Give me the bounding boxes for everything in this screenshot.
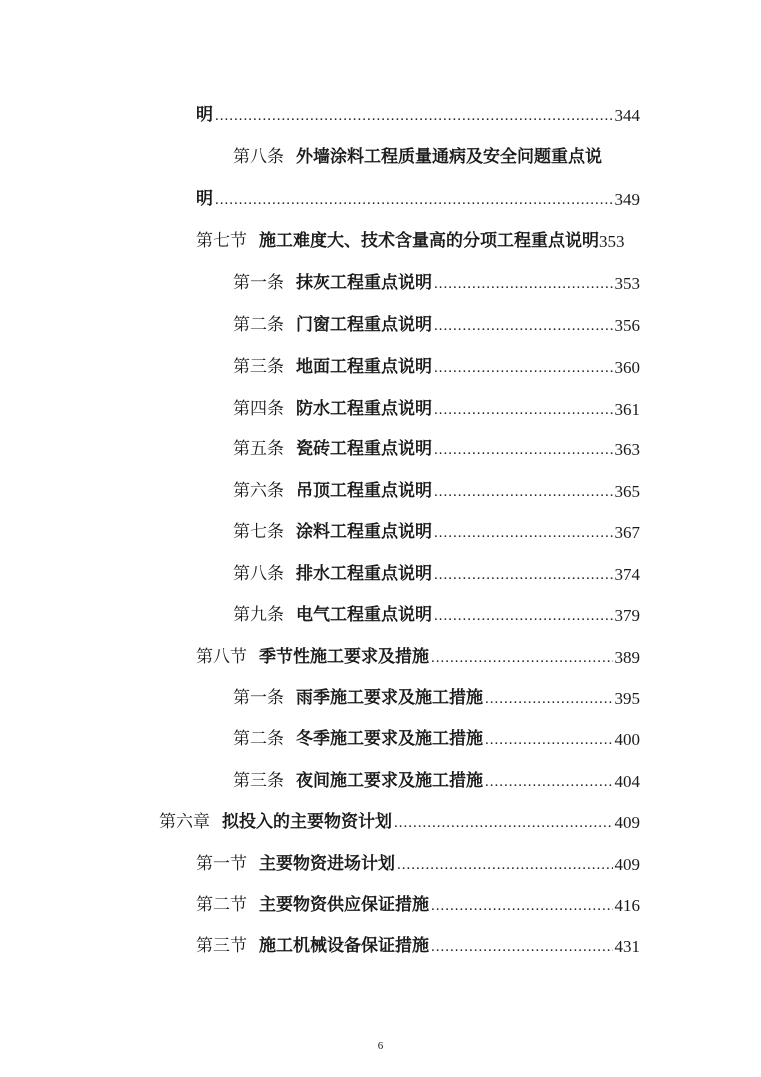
toc-leader-dots — [485, 775, 613, 790]
toc-entry-title: 地面工程重点说明 — [296, 357, 432, 377]
toc-entry-title: 门窗工程重点说明 — [296, 315, 432, 335]
toc-entry[interactable] — [233, 428, 640, 458]
toc-entry-page: 389 — [614, 648, 640, 667]
toc-entry-page: 360 — [614, 358, 640, 377]
toc-leader-dots — [434, 609, 613, 624]
toc-entry-title: 明 — [196, 105, 213, 125]
toc-entry[interactable] — [196, 843, 640, 873]
toc-entry-prefix: 第一条 — [233, 688, 284, 708]
toc-entry-prefix: 第八条 — [233, 564, 284, 584]
toc-entry-page: 379 — [614, 606, 640, 625]
toc-leader-dots — [434, 526, 613, 541]
toc-entry[interactable] — [233, 470, 640, 500]
toc-entry-page: 344 — [614, 106, 640, 125]
toc-entry-title: 施工机械设备保证措施 — [259, 936, 429, 956]
toc-leader-dots — [394, 816, 613, 831]
toc-entry-prefix: 第七节 — [196, 231, 247, 251]
toc-leader-dots — [215, 109, 613, 124]
toc-entry-title: 吊顶工程重点说明 — [296, 481, 432, 501]
toc-entry[interactable] — [196, 220, 666, 250]
toc-entry[interactable] — [196, 178, 640, 208]
toc-entry-prefix: 第六条 — [233, 481, 284, 501]
toc-entry-title: 施工难度大、技术含量高的分项工程重点说明 — [259, 231, 599, 251]
toc-entry-title: 抹灰工程重点说明 — [296, 273, 432, 293]
toc-entry[interactable] — [233, 511, 640, 541]
toc-entry-page: 365 — [614, 482, 640, 501]
toc-leader-dots — [431, 940, 613, 955]
toc-leader-dots — [434, 403, 613, 418]
toc-entry-prefix: 第二条 — [233, 729, 284, 749]
toc-entry-prefix: 第九条 — [233, 605, 284, 625]
toc-leader-dots — [434, 361, 613, 376]
toc-entry-page: 374 — [614, 565, 640, 584]
toc-entry[interactable] — [196, 94, 640, 124]
toc-entry[interactable] — [159, 801, 640, 831]
toc-entry-title: 季节性施工要求及措施 — [259, 647, 429, 667]
toc-leader-dots — [397, 858, 613, 873]
toc-entry-page: 356 — [614, 316, 640, 335]
toc-entry-title: 拟投入的主要物资计划 — [222, 812, 392, 832]
toc-entry[interactable] — [233, 262, 640, 292]
toc-leader-dots — [434, 568, 613, 583]
toc-entry-prefix: 第三条 — [233, 357, 284, 377]
toc-entry-page: 395 — [614, 689, 640, 708]
toc-entry-prefix: 第二条 — [233, 315, 284, 335]
toc-entry-title: 瓷砖工程重点说明 — [296, 439, 432, 459]
toc-entry-title: 雨季施工要求及施工措施 — [296, 688, 483, 708]
toc-entry[interactable] — [196, 636, 640, 666]
toc-entry-prefix: 第八节 — [196, 647, 247, 667]
toc-entry-prefix: 第七条 — [233, 522, 284, 542]
toc-entry-prefix: 第三条 — [233, 771, 284, 791]
toc-entry-title: 电气工程重点说明 — [296, 605, 432, 625]
toc-entry-page: 349 — [614, 190, 640, 209]
toc-entry[interactable] — [233, 304, 640, 334]
toc-entry[interactable] — [233, 346, 640, 376]
toc-entry-prefix: 第六章 — [159, 812, 210, 832]
toc-entry[interactable] — [196, 925, 640, 955]
page-number: 6 — [377, 1040, 384, 1052]
toc-entry-prefix: 第八条 — [233, 147, 284, 167]
toc-entry-title: 夜间施工要求及施工措施 — [296, 771, 483, 791]
toc-leader-dots — [434, 443, 613, 458]
toc-entry-prefix: 第四条 — [233, 399, 284, 419]
toc-entry-title: 涂料工程重点说明 — [296, 522, 432, 542]
toc-entry-page: 400 — [614, 730, 640, 749]
toc-leader-dots — [434, 485, 613, 500]
toc-entry-title: 排水工程重点说明 — [296, 564, 432, 584]
toc-entry-page: 361 — [614, 400, 640, 419]
toc-entry-page: 409 — [614, 855, 640, 874]
toc-entry-page: 353 — [599, 232, 625, 251]
toc-entry-page: 353 — [614, 274, 640, 293]
toc-entry[interactable] — [233, 553, 640, 583]
toc-leader-dots — [215, 193, 613, 208]
toc-entry-page: 431 — [614, 937, 640, 956]
toc-entry[interactable] — [233, 760, 640, 790]
toc-entry-title: 主要物资供应保证措施 — [259, 895, 429, 915]
toc-leader-dots — [434, 319, 613, 334]
toc-entry-prefix: 第一节 — [196, 854, 247, 874]
toc-entry-prefix: 第二节 — [196, 895, 247, 915]
toc-leader-dots — [434, 277, 613, 292]
toc-entry-prefix: 第三节 — [196, 936, 247, 956]
toc-entry-prefix: 第五条 — [233, 439, 284, 459]
toc-entry-title: 明 — [196, 189, 213, 209]
toc-entry-page: 416 — [614, 896, 640, 915]
toc-entry[interactable] — [196, 884, 640, 914]
toc-entry-title: 冬季施工要求及施工措施 — [296, 729, 483, 749]
toc-entry[interactable] — [233, 594, 640, 624]
toc-entry-title: 外墙涂料工程质量通病及安全问题重点说 — [296, 147, 602, 167]
toc-leader-dots — [485, 692, 613, 707]
toc-leader-dots — [485, 733, 613, 748]
toc-entry-page: 363 — [614, 440, 640, 459]
toc-entry[interactable] — [233, 677, 640, 707]
toc-leader-dots — [431, 651, 613, 666]
toc-entry-title: 防水工程重点说明 — [296, 399, 432, 419]
toc-entry[interactable] — [233, 136, 643, 166]
toc-leader-dots — [431, 899, 613, 914]
toc-entry-page: 367 — [614, 523, 640, 542]
toc-entry[interactable] — [233, 388, 640, 418]
toc-entry-page: 404 — [614, 772, 640, 791]
toc-entry-page: 409 — [614, 813, 640, 832]
toc-entry-prefix: 第一条 — [233, 273, 284, 293]
toc-entry[interactable] — [233, 718, 640, 748]
toc-entry-title: 主要物资进场计划 — [259, 854, 395, 874]
